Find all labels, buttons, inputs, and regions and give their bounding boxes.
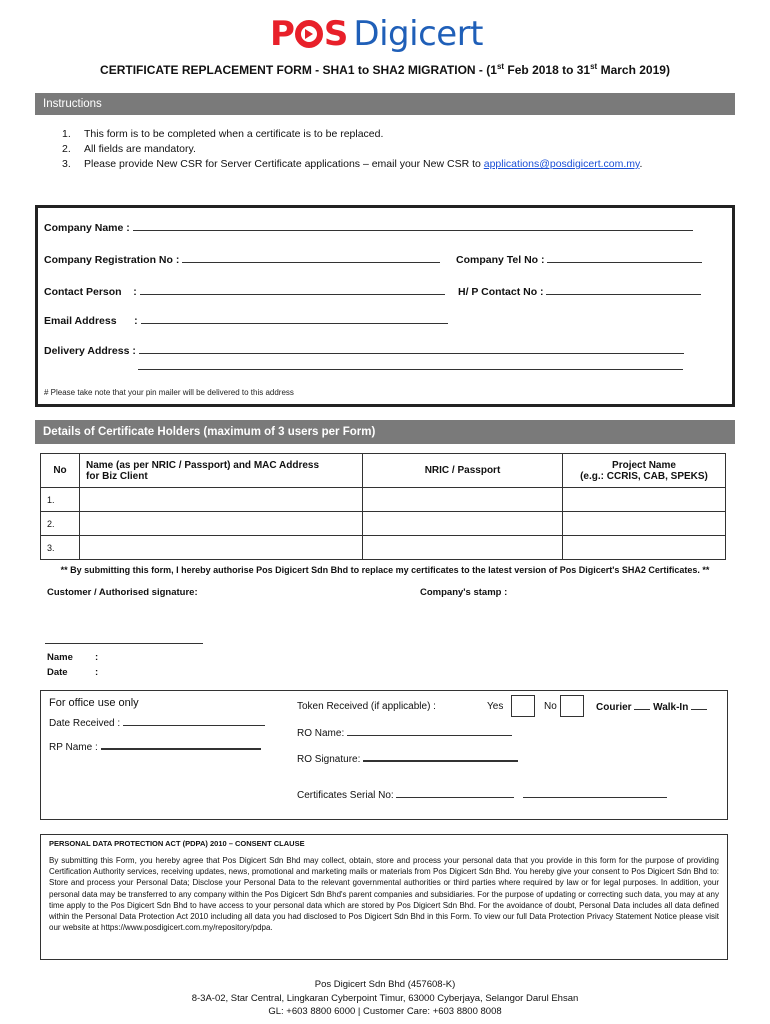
office-use-box (40, 690, 728, 820)
holder-nric-cell[interactable] (363, 536, 563, 560)
holder-nric-cell[interactable] (363, 512, 563, 536)
pos-digicert-logo (270, 12, 483, 56)
courier-walkin-field[interactable]: Courier Walk-In (596, 701, 707, 713)
pdpa-consent-box (40, 834, 728, 960)
holders-header: Details of Certificate Holders (maximum of 3 users per Form) (35, 420, 735, 444)
delivery-address-field[interactable]: Delivery Address : (44, 344, 684, 357)
pin-mailer-note: # Please take note that your pin mailer will be delivered to this address (44, 388, 294, 397)
logo-pos-wordmark: P S (270, 14, 348, 54)
signature-line[interactable] (45, 643, 203, 644)
logo-digicert-text: Digicert (353, 14, 483, 54)
delivery-address-line-2[interactable] (138, 360, 683, 373)
col-no: No (41, 454, 80, 488)
instruction-item: 1. This form is to be completed when a certificate is to be replaced. (62, 128, 384, 140)
email-address-field[interactable]: Email Address : (44, 314, 448, 327)
date-received-field[interactable]: Date Received : (49, 717, 265, 729)
no-label: No (544, 701, 557, 712)
holder-nric-cell[interactable] (363, 488, 563, 512)
yes-checkbox[interactable] (511, 695, 535, 717)
yes-label: Yes (487, 701, 504, 712)
certificate-serial-field[interactable]: Certificates Serial No: (297, 789, 667, 801)
pdpa-text: By submitting this Form, you hereby agree that Pos Digicert Sdn Bhd may collect, obtain, store and process your personal data that you provide in this form for the purpose of providing Certification Authority services, receiving updates, news, promotional and marketing mails or materials from Pos Digicert Sdn Bhd. You hereby give your consent to Pos Digicert Sdn Bhd to: Store and process your Personal Data; Disclose your Personal Data to the relevant governmental authorities or third parties where required by law or for legal purposes. In addition, your personal data may be transferred to any company within the Pos Digicert Sdn Bhd's parent companies and subsidiaries. For the purpose of updating or correcting such data, you may at any time apply to the Pos Digicert Sdn Bhd to have access to your personal data which are stored by Pos Digicert Sdn Bhd. For the avoidance of doubt, Personal Data includes all data defined within the Personal Data Protection Act 2010 including all data you had disclosed to Pos Digicert Sdn Bhd in this Form. To view our full Data Protection Privacy Statement Notice please visit our website at https://www.posdigicert.com.my/repository/pdpa. (49, 856, 719, 933)
token-received-label: Token Received (if applicable) : (297, 701, 436, 712)
ro-name-field[interactable]: RO Name: (297, 727, 512, 739)
instructions-list (62, 127, 642, 172)
instruction-item: 2. All fields are mandatory. (62, 143, 196, 155)
col-name: Name (as per NRIC / Passport) and MAC Address for Biz Client (80, 454, 363, 488)
logo-arrow-icon (295, 20, 323, 48)
holder-project-cell[interactable] (563, 536, 726, 560)
company-footer (0, 978, 770, 1019)
company-stamp-label: Company's stamp : (420, 587, 508, 598)
company-details-box (35, 205, 735, 407)
pdpa-heading: PERSONAL DATA PROTECTION ACT (PDPA) 2010 – CONSENT CLAUSE (49, 839, 305, 848)
company-tel-field[interactable]: Company Tel No : (456, 253, 702, 266)
holder-name-cell[interactable] (80, 512, 363, 536)
authorisation-statement: ** By submitting this form, I hereby authorise Pos Digicert Sdn Bhd to replace my certificates to the latest version of Pos Digicert's SHA2 Certificates. ** (60, 565, 710, 575)
ro-signature-field[interactable]: RO Signature: (297, 753, 518, 765)
table-row: 1. (41, 488, 726, 512)
no-checkbox[interactable] (560, 695, 584, 717)
customer-signature-label: Customer / Authorised signature: (47, 587, 198, 598)
rp-name-field[interactable]: RP Name : (49, 741, 261, 753)
instructions-header: Instructions (35, 93, 735, 115)
holder-project-cell[interactable] (563, 488, 726, 512)
company-reg-field[interactable]: Company Registration No : (44, 253, 440, 266)
holder-name-cell[interactable] (80, 488, 363, 512)
holders-table (40, 453, 726, 560)
holder-project-cell[interactable] (563, 512, 726, 536)
footer-contact: GL: +603 8800 6000 | Customer Care: +603 8800 8008 (268, 1006, 502, 1017)
instruction-item: 3. Please provide New CSR for Server Certificate applications – email your New CSR to applications@posdigicert.com.my. (62, 158, 643, 170)
col-project: Project Name (e.g.: CCRIS, CAB, SPEKS) (563, 454, 726, 488)
date-colon: : (95, 667, 99, 678)
holder-name-cell[interactable] (80, 536, 363, 560)
contact-person-field[interactable]: Contact Person : (44, 285, 445, 298)
table-row: 2. (41, 512, 726, 536)
company-name-field[interactable]: Company Name : (44, 221, 693, 234)
date-label: Date (47, 667, 68, 678)
col-nric: NRIC / Passport (363, 454, 563, 488)
csr-email-link[interactable]: applications@posdigicert.com.my (483, 158, 640, 170)
form-title: CERTIFICATE REPLACEMENT FORM - SHA1 to SHA2 MIGRATION - (1st Feb 2018 to 31st March 2019) (100, 62, 670, 77)
footer-company: Pos Digicert Sdn Bhd (457608-K) (314, 979, 456, 990)
table-row: 3. (41, 536, 726, 560)
holders-header-row (41, 454, 726, 488)
office-use-heading: For office use only (49, 697, 139, 709)
name-colon: : (95, 652, 99, 663)
hp-contact-field[interactable]: H/ P Contact No : (458, 285, 701, 298)
footer-address: 8-3A-02, Star Central, Lingkaran Cyberpoint Timur, 63000 Cyberjaya, Selangor Darul Ehsan (191, 992, 579, 1004)
name-label: Name (47, 652, 73, 663)
